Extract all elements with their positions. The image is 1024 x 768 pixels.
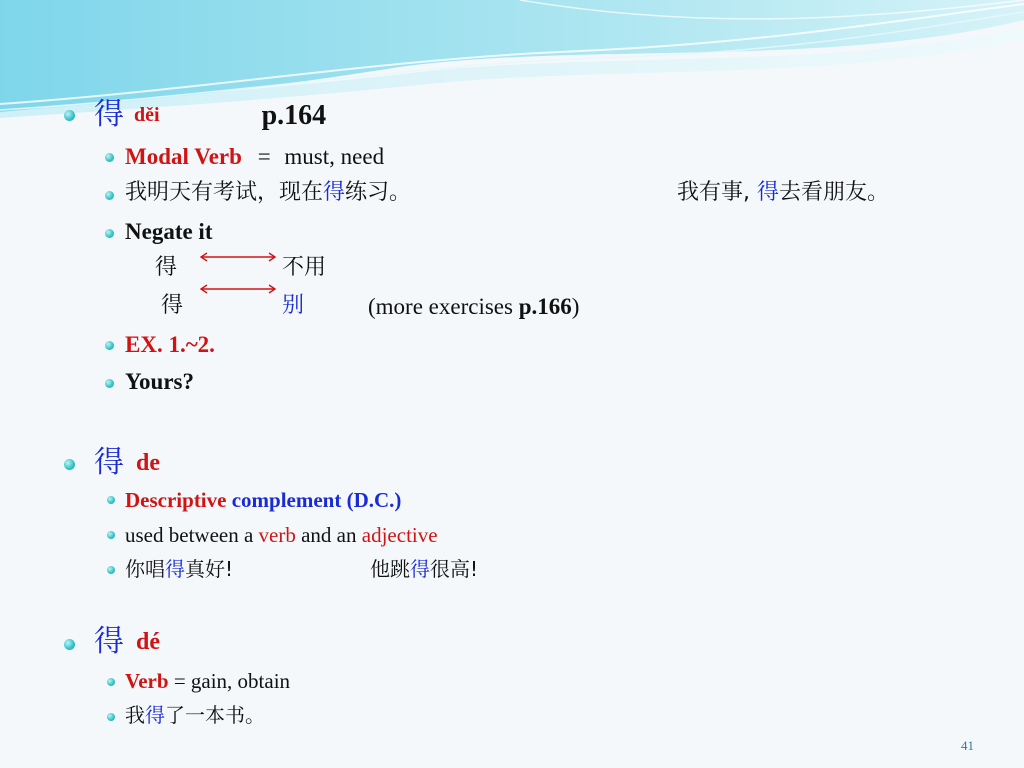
heading-pinyin: děi [134,104,160,126]
example-text: 练习。 [345,180,412,205]
verb-meaning: = gain, obtain [168,669,291,693]
section-heading-de-gain [94,624,160,659]
usage-adjective: adjective [361,523,438,547]
bullet-icon [64,459,75,470]
note-page: p.166 [518,294,572,319]
term-complement: complement [231,488,342,512]
example-text: 了一本书。 [165,703,265,727]
note-text: (more exercises [368,294,519,319]
term-descriptive: Descriptive [125,488,227,512]
section-heading-de [94,445,160,480]
example-text: 他跳 [370,557,410,581]
usage-verb: verb [258,523,296,547]
bullet-icon [107,713,115,721]
negate-right-2: 别 [282,293,305,318]
list-item-yours: Yours? [125,369,195,394]
note-close: ) [571,294,580,319]
list-item-usage [125,525,438,546]
negate-right-1: 不用 [282,255,327,280]
negate-left-1: 得 [155,255,178,280]
list-item-example-gain [125,705,265,725]
section-heading-dei [94,97,327,132]
list-item-examples-de [125,559,233,579]
negate-left-2: 得 [161,293,184,318]
bullet-icon [64,639,75,650]
highlight-de: 得 [323,180,346,205]
term-abbreviation: (D.C.) [346,488,402,512]
example-text: 真好! [185,557,234,581]
heading-char: 得 [94,624,124,659]
term-verb: Verb [125,669,169,693]
bullet-icon [105,379,114,388]
bullet-icon [107,678,115,686]
bullet-icon [64,110,75,121]
usage-text: and an [295,523,362,547]
example-text: 很高! [430,557,479,581]
page-number: 41 [961,738,974,753]
list-item-descriptive-complement [125,490,401,511]
highlight-de: 得 [145,703,165,727]
list-item-modal-verb [125,145,384,168]
bullet-icon [105,341,114,350]
more-exercises-note [368,295,579,318]
usage-text: used between a [125,523,259,547]
example-text: 你唱 [125,557,165,581]
example-2-de [370,559,478,579]
bullet-icon [107,566,115,574]
heading-char: 得 [94,97,124,132]
term-modal-verb: Modal Verb [125,144,242,169]
bullet-icon [107,531,115,539]
heading-pinyin: de [136,450,160,476]
double-arrow-icon [198,284,278,294]
list-item-examples-dei [125,182,411,204]
list-item-verb-meaning [125,671,290,692]
bullet-icon [105,229,114,238]
list-item-exercises: EX. 1.~2. [125,332,215,357]
heading-pinyin: dé [136,629,160,655]
example-text: 我 [125,703,145,727]
example-text: 我有事, [677,180,750,205]
example-2-dei [677,182,889,204]
highlight-de: 得 [165,557,185,581]
equals-sign: = [257,144,271,169]
bullet-icon [105,191,114,200]
example-text: 我明天有考试，现在 [125,180,324,205]
example-text: 去看朋友。 [779,180,890,205]
list-item-negate: Negate it [125,219,213,244]
bullet-icon [105,153,114,162]
highlight-de: 得 [410,557,430,581]
heading-char: 得 [94,445,124,480]
double-arrow-icon [198,252,278,262]
bullet-icon [107,496,115,504]
page-reference: p.164 [261,100,327,131]
highlight-de: 得 [757,180,780,205]
meaning-text: must, need [284,144,385,169]
